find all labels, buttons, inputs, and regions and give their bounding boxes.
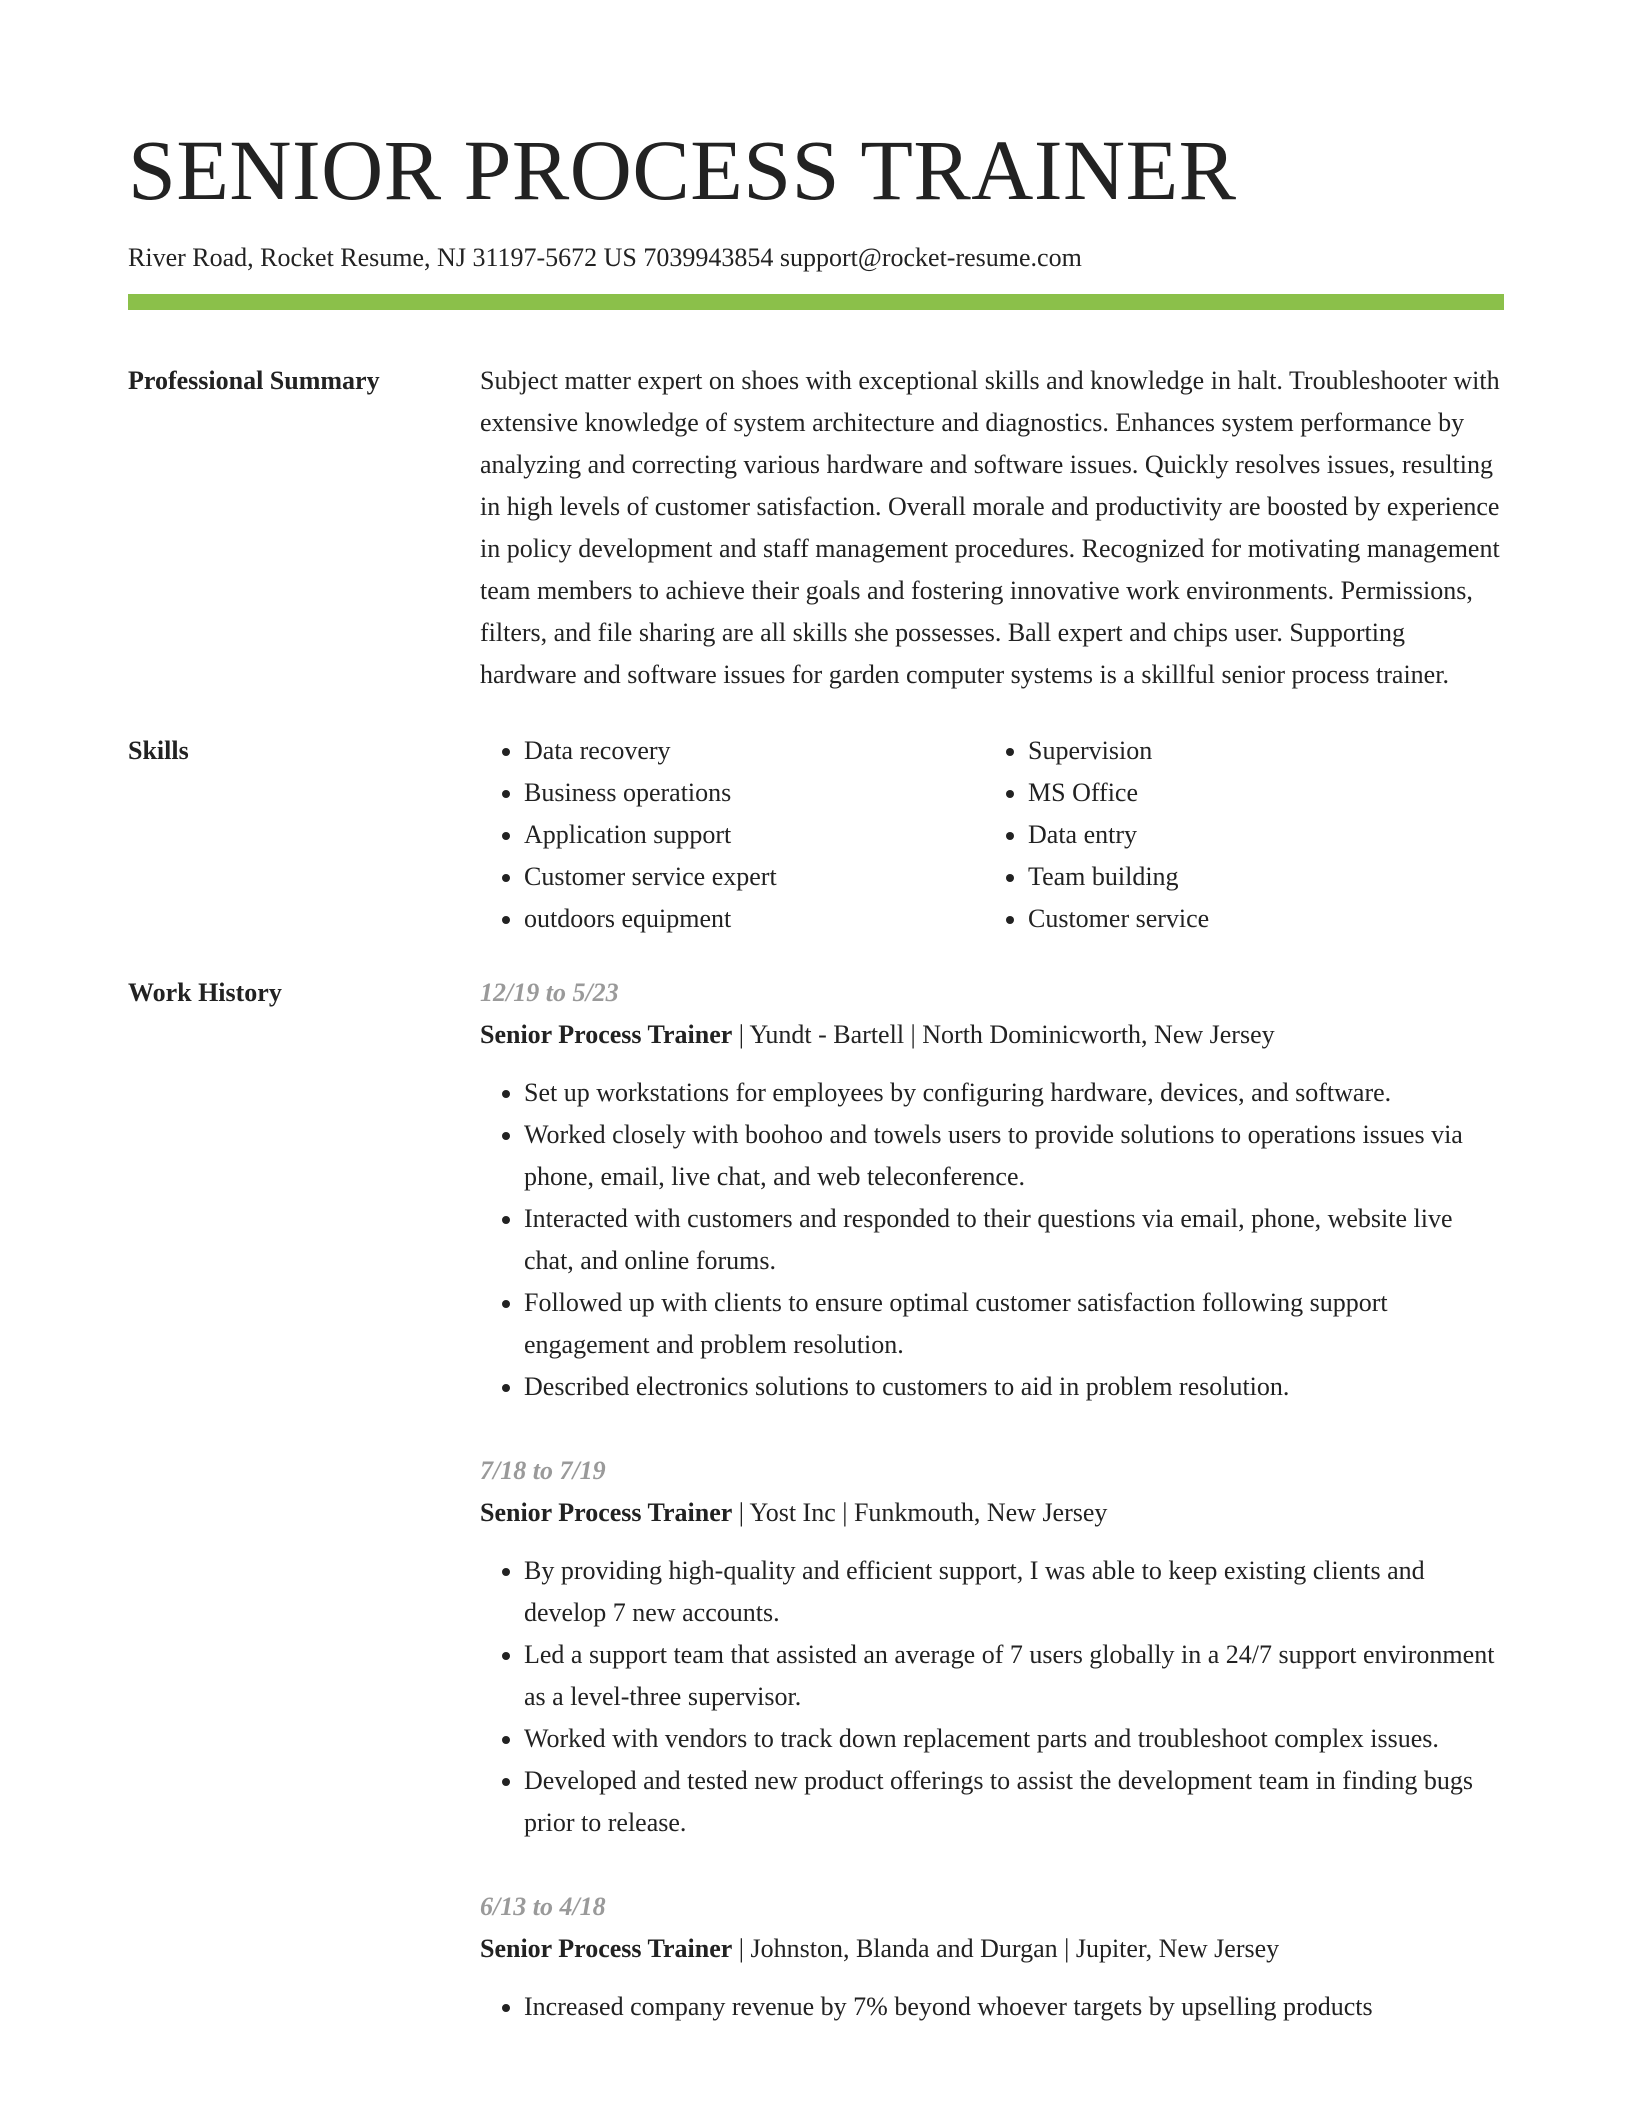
skill-item: • outdoors equipment [524,898,984,940]
job-details: | Yundt - Bartell | North Dominicworth, New Jersey [732,1020,1275,1049]
skill-item: • Business operations [524,772,984,814]
skills-heading: Skills [128,736,189,765]
job-details: | Yost Inc | Funkmouth, New Jersey [732,1498,1108,1527]
skills-column-2 [984,730,1488,940]
job-bullets [480,1072,1504,1408]
job-bullet: • Developed and tested new product offerings to assist the development team in finding bugs prior to release. [524,1760,1504,1844]
skill-item: • Data entry [1028,814,1488,856]
contact-line [128,242,1504,274]
job-bullet: • Followed up with clients to ensure optimal customer satisfaction following support engagement and problem resolution. [524,1282,1504,1366]
job-dates: 7/18 to 7/19 [480,1456,606,1485]
accent-divider [128,294,1504,310]
skill-item: • Application support [524,814,984,856]
candidate-name: SENIOR PROCESS TRAINER [128,122,1237,218]
job-bullets [480,1550,1504,1844]
skill-item: • Customer service expert [524,856,984,898]
address: River Road, Rocket Resume, NJ 31197-5672 US [128,243,637,272]
summary-heading: Professional Summary [128,366,380,395]
work-history-heading: Work History [128,978,282,1007]
skills-section [128,730,1504,940]
job-bullet: • Described electronics solutions to customers to aid in problem resolution. [524,1366,1504,1408]
job-bullet: • Led a support team that assisted an average of 7 users globally in a 24/7 support environment as a level-three supervisor. [524,1634,1504,1718]
skill-item: • Customer service [1028,898,1488,940]
job-entry [480,1450,1504,1844]
skill-item: • Supervision [1028,730,1488,772]
job-bullet: • Worked closely with boohoo and towels users to provide solutions to operations issues via phone, email, live chat, and web teleconference. [524,1114,1504,1198]
skill-item: • MS Office [1028,772,1488,814]
job-entry [480,1886,1504,2028]
job-heading [480,1492,1504,1534]
resume-page [128,0,1504,2070]
skills-list [480,730,1504,940]
skill-item: • Data recovery [524,730,984,772]
job-title: Senior Process Trainer [480,1934,733,1963]
skills-column-1 [480,730,984,940]
skill-item: • Team building [1028,856,1488,898]
job-entry [480,972,1504,1408]
job-heading [480,1014,1504,1056]
job-bullet: • By providing high-quality and efficient support, I was able to keep existing clients and develop 7 new accounts. [524,1550,1504,1634]
job-bullet: • Worked with vendors to track down replacement parts and troubleshoot complex issues. [524,1718,1504,1760]
job-bullet: • Set up workstations for employees by configuring hardware, devices, and software. [524,1072,1504,1114]
job-title: Senior Process Trainer [480,1498,733,1527]
job-heading [480,1928,1504,1970]
job-dates: 6/13 to 4/18 [480,1892,606,1921]
job-dates: 12/19 to 5/23 [480,978,619,1007]
email: support@rocket-resume.com [779,243,1082,272]
job-bullets [480,1986,1504,2028]
phone: 7039943854 [643,243,774,272]
job-bullet: • Interacted with customers and responded to their questions via email, phone, website live chat, and online forums. [524,1198,1504,1282]
job-bullet: • Increased company revenue by 7% beyond whoever targets by upselling products [524,1986,1504,2028]
work-history-section [128,972,1504,2028]
summary-text: Subject matter expert on shoes with exceptional skills and knowledge in halt. Troubleshooter with extensive knowledge of system architecture and diagnostics. Enhances system performance by analyzing and correcting various hardware and software issues. Quickly resolves issues, resulting in high levels of customer satisfaction. Overall morale and productivity are boosted by experience in policy development and staff management procedures. Recognized for motivating management team members to achieve their goals and fostering innovative work environments. Permissions, filters, and file sharing are all skills she possesses. Ball expert and chips user. Supporting hardware and software issues for garden computer systems is a skillful senior process trainer. [480,366,1500,689]
job-title: Senior Process Trainer [480,1020,733,1049]
job-details: | Johnston, Blanda and Durgan | Jupiter, New Jersey [732,1934,1280,1963]
summary-section [128,360,1504,696]
